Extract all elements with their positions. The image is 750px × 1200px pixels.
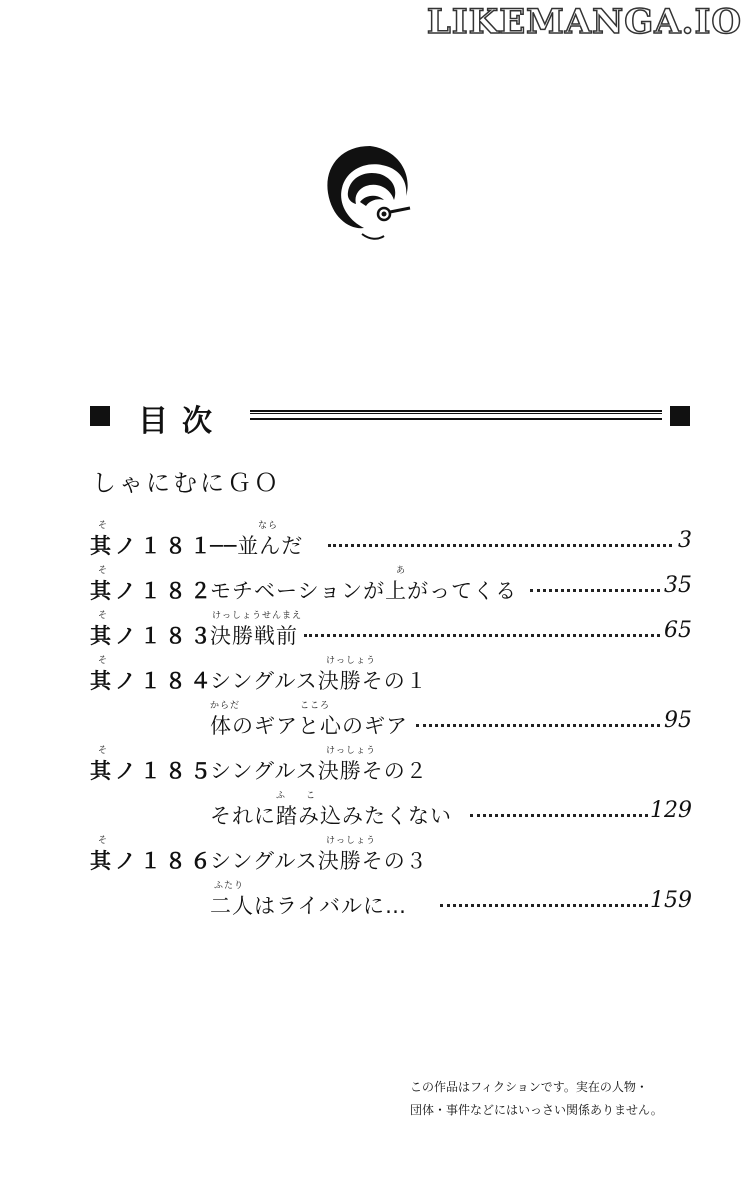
num-ruby: そ: [98, 656, 109, 666]
chapter-title: シングルス決勝その２: [210, 759, 428, 783]
title-ruby: けっしょう: [326, 836, 377, 846]
dot-leader: [470, 814, 648, 817]
chapter-number: 其ノ１８３: [90, 624, 215, 648]
site-watermark: LIKEMANGA.IO: [426, 2, 742, 42]
dot-leader: [530, 589, 660, 592]
num-ruby: そ: [98, 836, 109, 846]
num-ruby: そ: [98, 566, 109, 576]
chapter-number: 其ノ１８１: [90, 534, 215, 558]
toc-entry-181: [90, 518, 692, 558]
title-ruby: からだ こころ: [210, 701, 331, 711]
title-ruby: なら: [258, 521, 279, 531]
dot-leader: [328, 544, 672, 547]
toc-entry-185: [90, 743, 692, 783]
author-logo: [320, 138, 420, 248]
heading-square-left: [90, 406, 110, 426]
toc-entry-185-sub: [90, 788, 692, 828]
dot-leader: [416, 724, 660, 727]
page-number: 65: [664, 618, 692, 643]
num-ruby: そ: [98, 746, 109, 756]
disclaimer-line-1: この作品はフィクションです。実在の人物・: [410, 1080, 648, 1094]
chapter-title: シングルス決勝その１: [210, 669, 428, 693]
chapter-subtitle: 体のギアと心のギア: [210, 714, 408, 738]
heading-square-right: [670, 406, 690, 426]
chapter-subtitle: 二人はライバルに…: [210, 894, 407, 918]
dot-leader: [440, 904, 648, 907]
toc-heading: [90, 398, 690, 438]
page-number: 129: [650, 798, 692, 823]
disclaimer: [410, 1076, 710, 1122]
toc-entry-182: [90, 563, 692, 603]
toc-entry-186-sub: [90, 878, 692, 918]
toc-entry-184: [90, 653, 692, 693]
disclaimer-line-2: 団体・事件などにはいっさい関係ありません。: [410, 1103, 663, 1117]
title-ruby: ふたり: [214, 881, 245, 891]
chapter-number: 其ノ１８５: [90, 759, 215, 783]
chapter-title: シングルス決勝その３: [210, 849, 428, 873]
title-ruby: けっしょう: [326, 746, 377, 756]
title-ruby: けっしょう: [326, 656, 377, 666]
toc-title: 目次: [138, 404, 226, 439]
series-title: しゃにむにＧＯ: [92, 469, 281, 497]
chapter-number: 其ノ１８２: [90, 579, 215, 603]
page-number: 95: [664, 708, 692, 733]
chapter-number: 其ノ１８４: [90, 669, 215, 693]
toc-entry-184-sub: [90, 698, 692, 738]
chapter-title: ──並んだ: [210, 534, 304, 558]
heading-rule: [250, 410, 662, 420]
page-number: 3: [678, 528, 692, 553]
toc-entry-186: [90, 833, 692, 873]
title-ruby: けっしょうせんまえ: [212, 611, 303, 621]
chapter-title: 決勝戦前: [210, 624, 298, 648]
page-number: 159: [650, 888, 692, 913]
num-ruby: そ: [98, 521, 109, 531]
page-number: 35: [664, 573, 692, 598]
title-ruby: ふ こ: [276, 791, 317, 801]
dot-leader: [304, 634, 660, 637]
title-ruby: あ: [396, 566, 407, 576]
chapter-subtitle: それに踏み込みたくない: [210, 804, 452, 828]
num-ruby: そ: [98, 611, 109, 621]
chapter-number: 其ノ１８６: [90, 849, 215, 873]
toc-entry-183: [90, 608, 692, 648]
chapter-title: モチベーションが上がってくる: [210, 579, 518, 603]
